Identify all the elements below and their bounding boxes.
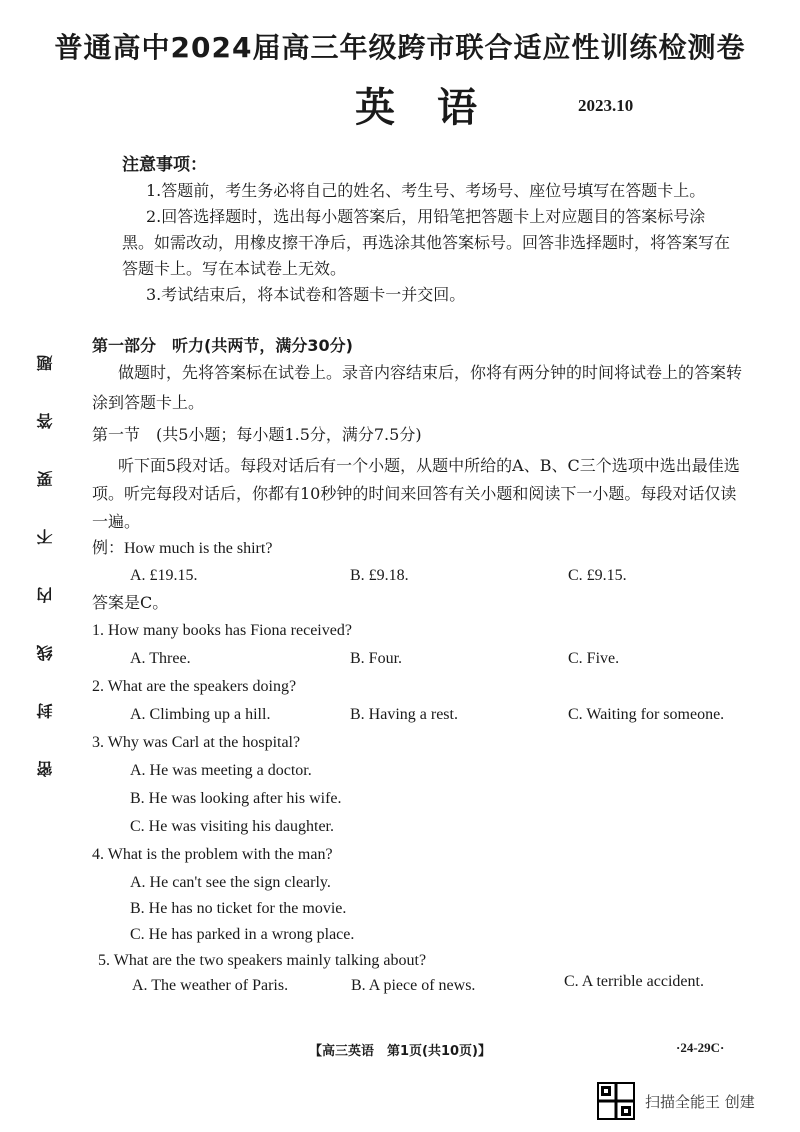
question: 5. What are the two speakers mainly talking about? bbox=[98, 952, 427, 969]
part1-intro: 涂到答题卡上。 bbox=[92, 393, 205, 412]
side-char: 封 bbox=[36, 703, 55, 719]
page-footer: 【高三英语 第1页(共10页)】 bbox=[308, 1044, 492, 1059]
notice-item: 3.考试结束后，将本试卷和答题卡一并交回。 bbox=[146, 285, 466, 304]
binding-line-notice bbox=[34, 355, 58, 777]
option-c: C. He was visiting his daughter. bbox=[130, 818, 334, 835]
option-c: C. Five. bbox=[568, 650, 620, 667]
side-char: 题 bbox=[36, 355, 55, 371]
option-c: C. A terrible accident. bbox=[564, 973, 704, 990]
exam-code: ·24-29C· bbox=[676, 1040, 725, 1055]
option-b: B. He has no ticket for the movie. bbox=[130, 900, 347, 917]
option-c: C. He has parked in a wrong place. bbox=[130, 926, 355, 943]
question: 2. What are the speakers doing? bbox=[92, 678, 297, 695]
option-a: A. He was meeting a doctor. bbox=[130, 762, 312, 779]
example-option-a: A. £19.15. bbox=[130, 567, 198, 584]
side-char: 答 bbox=[36, 413, 55, 429]
option-a: A. Climbing up a hill. bbox=[130, 706, 271, 723]
option-b: B. He was looking after his wife. bbox=[130, 790, 342, 807]
question: 1. How many books has Fiona received? bbox=[92, 622, 352, 639]
question: 3. Why was Carl at the hospital? bbox=[92, 734, 301, 751]
scanner-watermark: 扫描全能王 创建 bbox=[645, 1093, 755, 1111]
example-answer: 答案是C。 bbox=[92, 593, 169, 612]
notice-item: 黑。如需改动，用橡皮擦干净后，再选涂其他答案标号。回答非选择题时，将答案写在 bbox=[122, 233, 731, 252]
section1-instructions: 项。听完每段对话后，你都有10秒钟的时间来回答有关小题和阅读下一小题。每段对话仅读 bbox=[92, 484, 737, 503]
option-a: A. The weather of Paris. bbox=[132, 977, 289, 994]
side-char: 内 bbox=[36, 587, 55, 603]
option-b: B. Having a rest. bbox=[350, 706, 458, 723]
option-a: A. He can't see the sign clearly. bbox=[130, 874, 331, 891]
notice-item: 1.答题前，考生务必将自己的姓名、考生号、考场号、座位号填写在答题卡上。 bbox=[146, 181, 706, 200]
side-char: 密 bbox=[36, 761, 55, 777]
example-question: 例：How much is the shirt? bbox=[92, 540, 273, 557]
side-char: 要 bbox=[36, 471, 55, 487]
subject-title: 英语 bbox=[355, 85, 519, 131]
option-c: C. Waiting for someone. bbox=[568, 706, 725, 723]
example-option-c: C. £9.15. bbox=[568, 567, 627, 584]
exam-title: 普通高中2024届高三年级跨市联合适应性训练检测卷 bbox=[54, 31, 746, 64]
notice-heading: 注意事项： bbox=[122, 155, 207, 175]
part1-intro: 做题时，先将答案标在试卷上。录音内容结束后，你将有两分钟的时间将试卷上的答案转 bbox=[118, 363, 743, 382]
question: 4. What is the problem with the man? bbox=[92, 846, 333, 863]
option-a: A. Three. bbox=[130, 650, 191, 667]
notice-item: 答题卡上。写在本试卷上无效。 bbox=[122, 259, 347, 278]
qr-code-icon bbox=[597, 1082, 635, 1120]
notice-item: 2.回答选择题时，选出每小题答案后，用铅笔把答题卡上对应题目的答案标号涂 bbox=[146, 207, 706, 226]
exam-date: 2023.10 bbox=[578, 96, 634, 115]
part1-heading: 第一部分 听力(共两节，满分30分) bbox=[92, 336, 353, 355]
section1-instructions: 听下面5段对话。每段对话后有一个小题，从题中所给的A、B、C三个选项中选出最佳选 bbox=[118, 456, 740, 475]
section1-instructions: 一遍。 bbox=[92, 512, 141, 531]
side-char: 线 bbox=[36, 645, 55, 661]
option-b: B. Four. bbox=[350, 650, 403, 667]
example-option-b: B. £9.18. bbox=[350, 567, 409, 584]
section1-heading: 第一节 (共5小题；每小题1.5分，满分7.5分) bbox=[92, 425, 422, 444]
option-b: B. A piece of news. bbox=[351, 977, 476, 994]
side-char: 不 bbox=[36, 529, 55, 545]
